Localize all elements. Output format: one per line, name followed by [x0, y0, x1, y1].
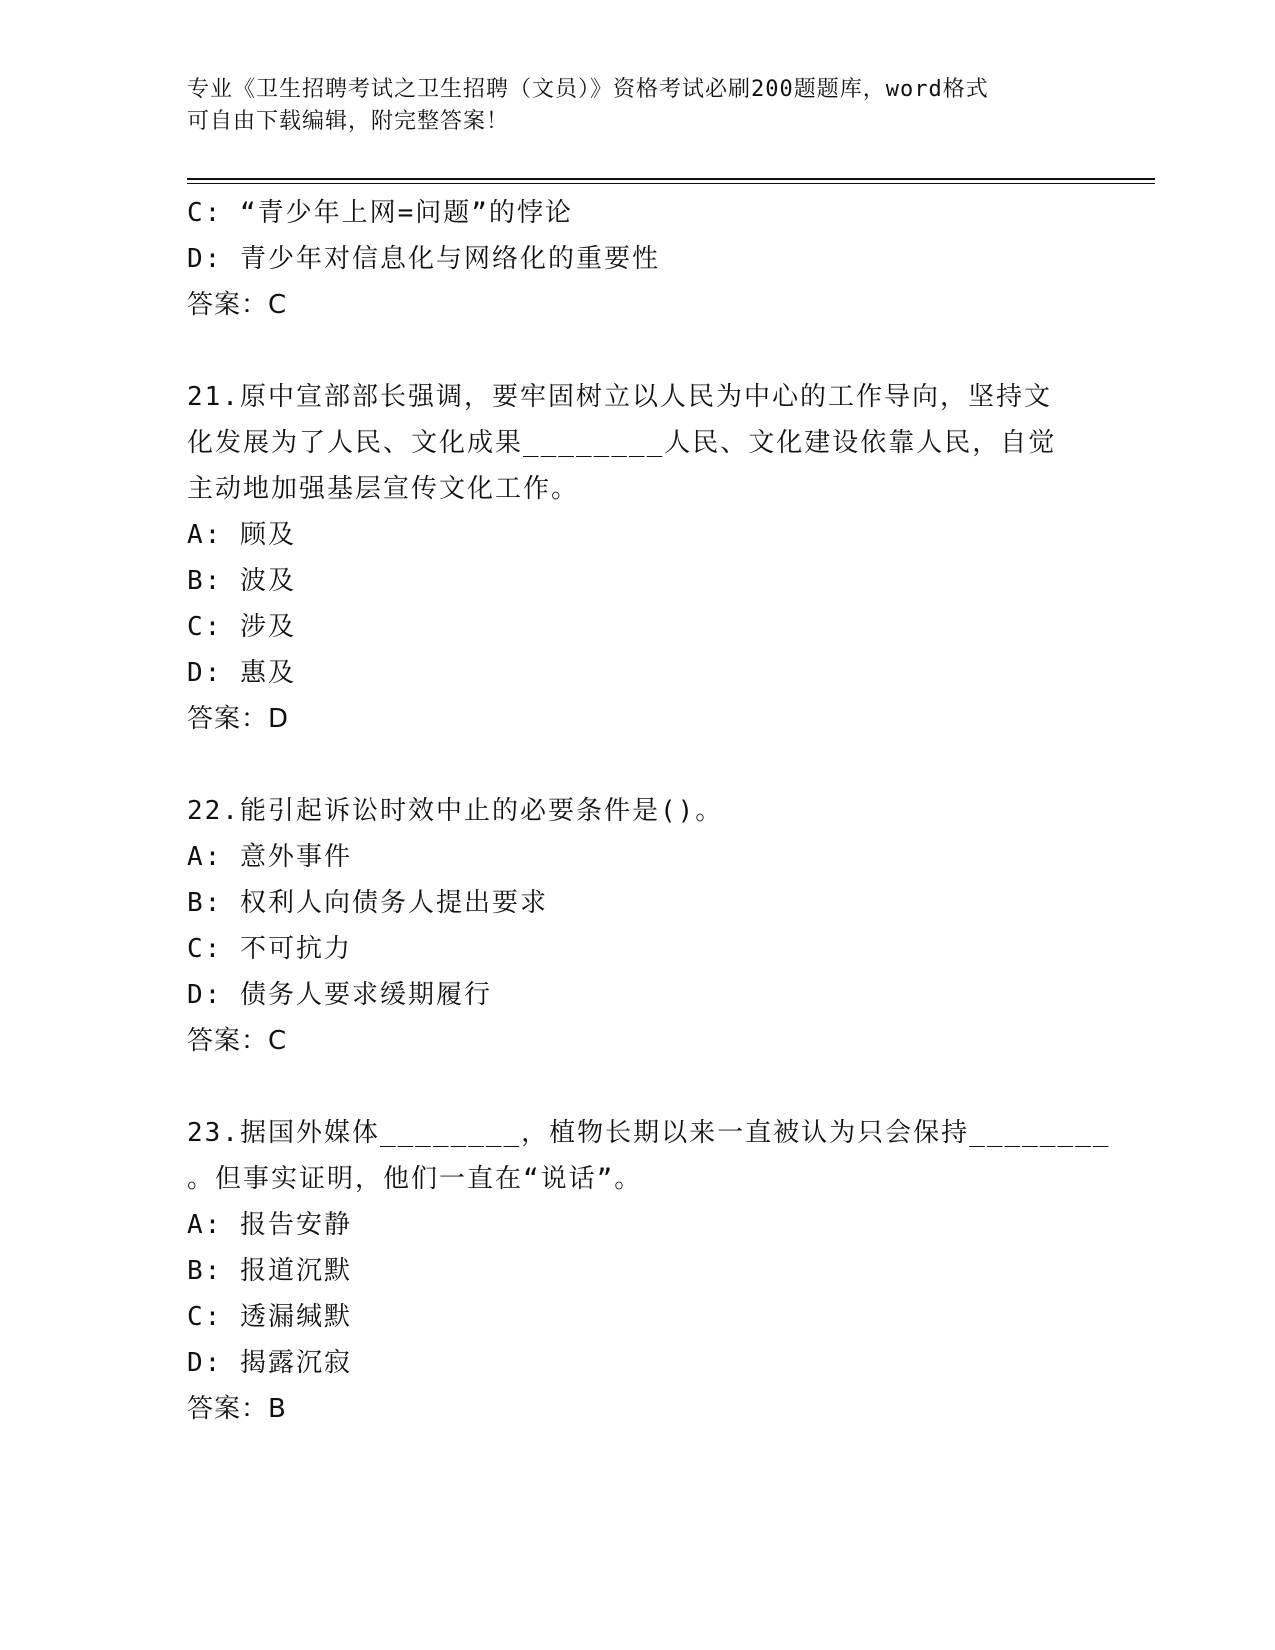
option-d: D: 青少年对信息化与网络化的重要性	[187, 244, 660, 274]
option-a: A: 报告安静	[187, 1210, 352, 1240]
header-divider-thin	[187, 183, 1155, 184]
option-b: B: 报道沉默	[187, 1256, 352, 1286]
question-block-23	[187, 1110, 1111, 1432]
question-block-21	[187, 374, 1087, 742]
question-stem: 22.能引起诉讼时效中止的必要条件是()。	[187, 796, 724, 826]
spacer	[187, 742, 1087, 788]
option-d: D: 惠及	[187, 658, 296, 688]
question-block-22	[187, 788, 1087, 1064]
document-header	[187, 74, 1067, 138]
question-stem: 21.原中宣部部长强调，要牢固树立以人民为中心的工作导向，坚持文	[187, 382, 1052, 412]
spacer	[187, 328, 1087, 374]
answer-line: 答案：C	[187, 290, 288, 320]
option-d: D: 债务人要求缓期履行	[187, 980, 492, 1010]
header-line-1: 专业《卫生招聘考试之卫生招聘（文员）》资格考试必刷200题题库，word格式	[187, 77, 989, 102]
question-stem: 主动地加强基层宣传文化工作。	[187, 474, 580, 504]
document-body	[187, 190, 1111, 1432]
option-c: C: 涉及	[187, 612, 296, 642]
question-stem: 23.据国外媒体________，植物长期以来一直被认为只会保持________	[187, 1118, 1111, 1148]
option-b: B: 波及	[187, 566, 296, 596]
option-c: C: “青少年上网=问题”的悖论	[187, 198, 573, 228]
spacer	[187, 1064, 1087, 1110]
option-c: C: 不可抗力	[187, 934, 352, 964]
option-a: A: 顾及	[187, 520, 296, 550]
answer-line: 答案：C	[187, 1026, 288, 1056]
header-line-2: 可自由下载编辑，附完整答案！	[187, 109, 510, 134]
option-c: C: 透漏缄默	[187, 1302, 352, 1332]
option-d: D: 揭露沉寂	[187, 1348, 352, 1378]
question-stem: 。但事实证明，他们一直在“说话”。	[187, 1164, 643, 1194]
question-block-20	[187, 190, 1087, 328]
question-stem: 化发展为了人民、文化成果________人民、文化建设依靠人民，自觉	[187, 428, 1057, 458]
answer-line: 答案：D	[187, 704, 290, 734]
option-b: B: 权利人向债务人提出要求	[187, 888, 548, 918]
header-divider-thick	[187, 178, 1155, 180]
option-a: A: 意外事件	[187, 842, 352, 872]
answer-line: 答案：B	[187, 1394, 287, 1424]
